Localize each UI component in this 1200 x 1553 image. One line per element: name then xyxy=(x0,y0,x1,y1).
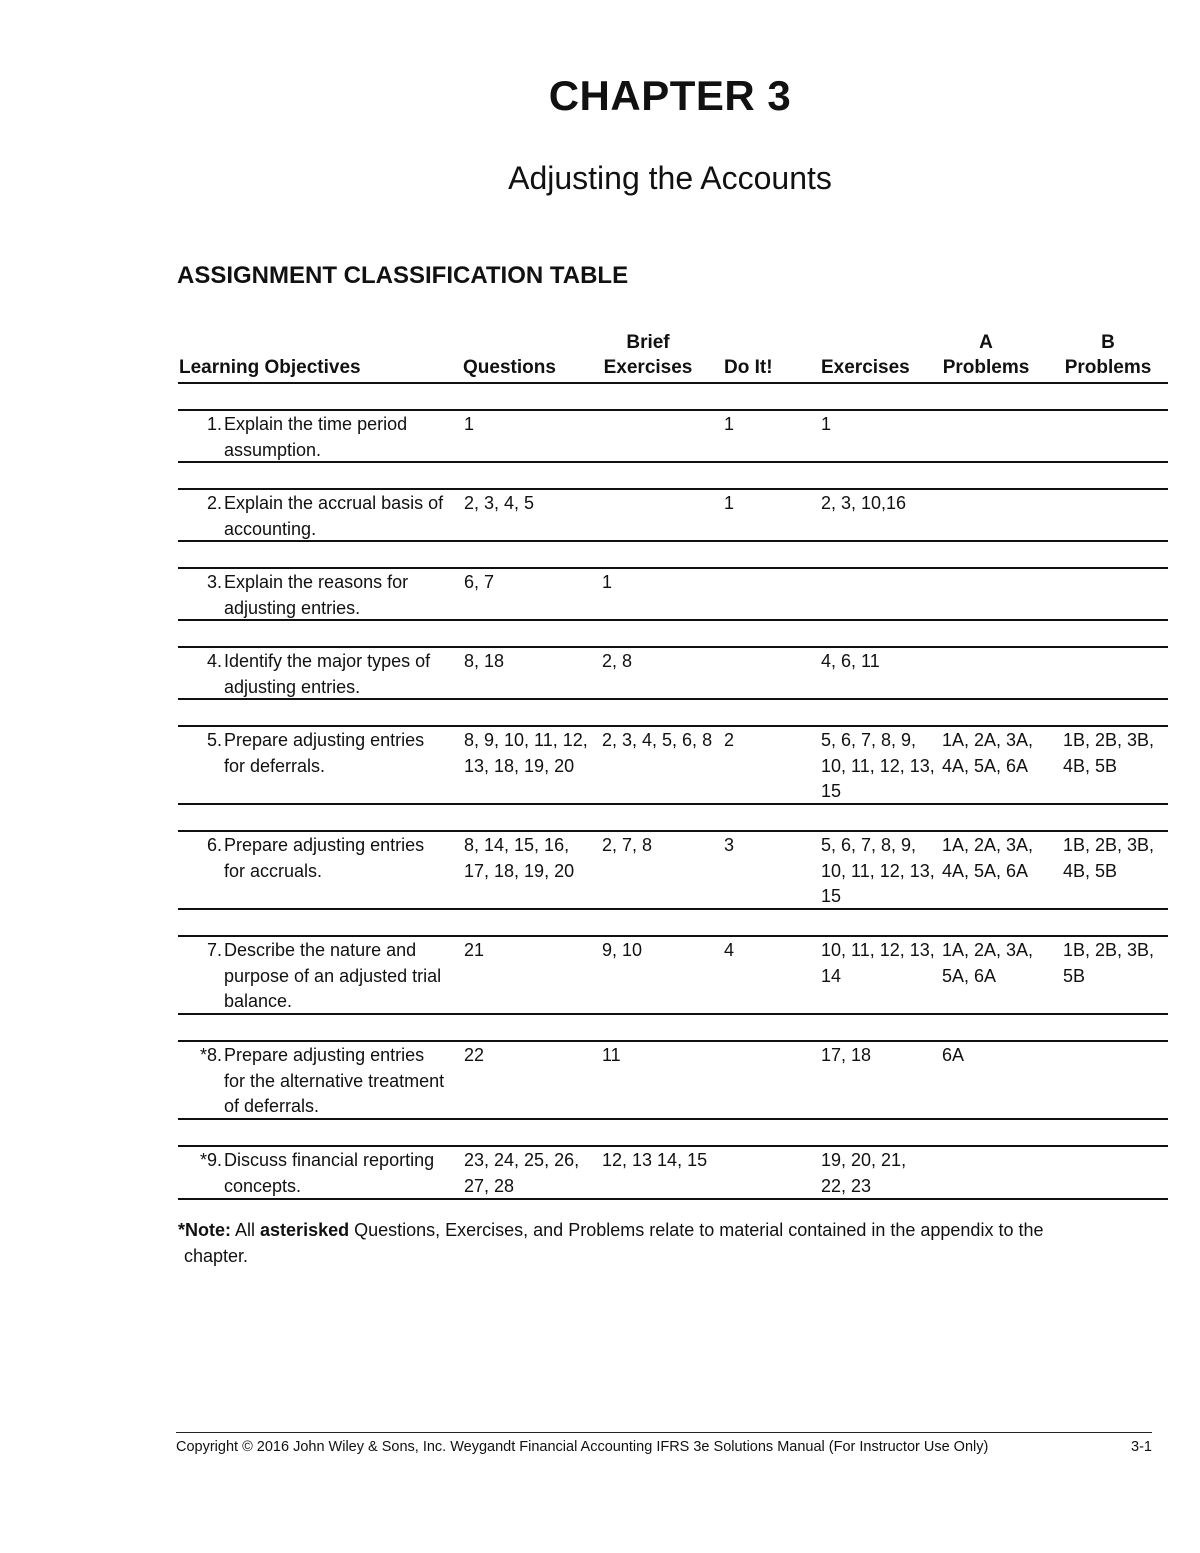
table-row xyxy=(178,935,1168,1015)
row-do-it: 1 xyxy=(724,493,735,513)
table-row xyxy=(178,1145,1168,1200)
table-row xyxy=(178,646,1168,700)
row-exercises: 17, 18 xyxy=(821,1045,872,1065)
table-row xyxy=(178,1040,1168,1120)
row-questions: 8, 18 xyxy=(464,651,505,671)
header-questions: Questions xyxy=(463,357,556,378)
table-row xyxy=(178,409,1168,463)
note-text-3: chapter. xyxy=(184,1246,249,1266)
row-objective: Describe the nature and purpose of an adjusted trial balance. xyxy=(224,940,442,1011)
row-b-problems: 1B, 2B, 3B, 5B xyxy=(1063,940,1155,986)
section-title: ASSIGNMENT CLASSIFICATION TABLE xyxy=(177,262,629,289)
header-a-line2: Problems xyxy=(942,357,1030,378)
header-b-problems xyxy=(1063,330,1153,380)
row-number: *8. xyxy=(199,1045,222,1065)
chapter-subtitle: Adjusting the Accounts xyxy=(508,160,832,196)
row-brief-exercises: 9, 10 xyxy=(602,940,643,960)
row-questions: 22 xyxy=(464,1045,485,1065)
row-number: *9. xyxy=(199,1150,222,1170)
row-b-problems xyxy=(1063,1147,1168,1148)
row-a-problems xyxy=(942,1147,1060,1148)
row-do-it xyxy=(724,1147,814,1148)
row-brief-exercises: 1 xyxy=(602,572,613,592)
row-brief-exercises: 2, 3, 4, 5, 6, 8 xyxy=(602,730,713,750)
row-exercises: 5, 6, 7, 8, 9, 10, 11, 12, 13, 15 xyxy=(821,730,935,801)
row-questions: 21 xyxy=(464,940,485,960)
row-brief-exercises: 12, 13 14, 15 xyxy=(602,1150,708,1170)
row-b-problems xyxy=(1063,648,1168,649)
row-number: 2. xyxy=(206,493,222,513)
assignment-classification-table xyxy=(178,330,1168,1200)
footer-copyright: Copyright © 2016 John Wiley & Sons, Inc. Weygandt Financial Accounting IFRS 3e Solutions Manual (For Instructor Use Only) xyxy=(176,1439,989,1455)
row-b-problems xyxy=(1063,1042,1168,1043)
row-a-problems xyxy=(942,490,1060,491)
table-row xyxy=(178,725,1168,805)
row-brief-exercises xyxy=(602,490,717,491)
table-header xyxy=(178,330,1168,384)
row-exercises xyxy=(821,569,936,570)
row-b-problems xyxy=(1063,490,1168,491)
row-number: 7. xyxy=(206,940,222,960)
row-exercises: 4, 6, 11 xyxy=(821,651,880,671)
row-a-problems xyxy=(942,569,1060,570)
row-do-it xyxy=(724,1042,814,1043)
note-label: Note: xyxy=(185,1220,232,1240)
row-questions: 6, 7 xyxy=(464,572,495,592)
row-exercises: 1 xyxy=(821,414,832,434)
note-text-2: Questions, Exercises, and Problems relate to material contained in the appendix to the xyxy=(349,1220,1044,1240)
row-questions: 8, 14, 15, 16, 17, 18, 19, 20 xyxy=(464,835,575,881)
row-objective: Prepare adjusting entries for deferrals. xyxy=(224,730,425,776)
row-exercises: 19, 20, 21, 22, 23 xyxy=(821,1150,907,1196)
header-brief-line1: Brief xyxy=(626,332,670,353)
row-number: 4. xyxy=(206,651,222,671)
row-b-problems: 1B, 2B, 3B, 4B, 5B xyxy=(1063,730,1155,776)
row-exercises: 10, 11, 12, 13, 14 xyxy=(821,940,935,986)
appendix-note xyxy=(178,1217,1163,1269)
row-objective: Prepare adjusting entries for accruals. xyxy=(224,835,425,881)
row-b-problems xyxy=(1063,411,1168,412)
row-objective: Explain the accrual basis of accounting. xyxy=(224,493,444,539)
row-number: 3. xyxy=(206,572,222,592)
row-a-problems: 1A, 2A, 3A, 4A, 5A, 6A xyxy=(942,835,1034,881)
header-learning-objectives: Learning Objectives xyxy=(179,357,361,378)
row-a-problems: 1A, 2A, 3A, 5A, 6A xyxy=(942,940,1034,986)
header-b-line1: B xyxy=(1101,332,1115,353)
note-prefix: * xyxy=(178,1220,186,1240)
row-do-it: 3 xyxy=(724,835,735,855)
table-row xyxy=(178,830,1168,910)
header-a-line1: A xyxy=(979,332,993,353)
row-questions: 8, 9, 10, 11, 12, 13, 18, 19, 20 xyxy=(464,730,588,776)
row-objective: Identify the major types of adjusting entries. xyxy=(224,651,431,697)
row-do-it xyxy=(724,648,814,649)
row-exercises: 2, 3, 10,16 xyxy=(821,493,907,513)
note-text-1: All xyxy=(231,1220,261,1240)
row-exercises: 5, 6, 7, 8, 9, 10, 11, 12, 13, 15 xyxy=(821,835,935,906)
row-do-it: 2 xyxy=(724,730,735,750)
table-row xyxy=(178,488,1168,542)
header-exercises: Exercises xyxy=(821,357,910,378)
chapter-title: CHAPTER 3 xyxy=(548,72,792,119)
row-a-problems: 1A, 2A, 3A, 4A, 5A, 6A xyxy=(942,730,1034,776)
row-objective: Prepare adjusting entries for the alternative treatment of deferrals. xyxy=(224,1045,445,1116)
row-brief-exercises: 11 xyxy=(602,1045,621,1065)
row-a-problems: 6A xyxy=(942,1045,965,1065)
header-a-problems xyxy=(941,330,1031,380)
row-objective: Explain the reasons for adjusting entries. xyxy=(224,572,409,618)
page-footer xyxy=(176,1432,1152,1455)
row-brief-exercises: 2, 8 xyxy=(602,651,633,671)
row-do-it xyxy=(724,569,814,570)
header-b-line2: Problems xyxy=(1064,357,1152,378)
row-questions: 1 xyxy=(464,414,475,434)
table-body xyxy=(178,409,1168,1200)
row-number: 5. xyxy=(206,730,222,750)
row-questions: 2, 3, 4, 5 xyxy=(464,493,535,513)
note-emphasis: asterisked xyxy=(260,1220,350,1240)
row-objective: Explain the time period assumption. xyxy=(224,414,408,460)
row-questions: 23, 24, 25, 26, 27, 28 xyxy=(464,1150,580,1196)
row-a-problems xyxy=(942,411,1060,412)
table-row xyxy=(178,567,1168,621)
footer-page-number: 3-1 xyxy=(1131,1439,1152,1455)
row-number: 1. xyxy=(206,414,222,434)
row-do-it: 4 xyxy=(724,940,735,960)
header-brief-line2: Exercises xyxy=(603,357,693,378)
row-brief-exercises: 2, 7, 8 xyxy=(602,835,653,855)
row-objective: Discuss financial reporting concepts. xyxy=(224,1150,435,1196)
row-a-problems xyxy=(942,648,1060,649)
row-brief-exercises xyxy=(602,411,717,412)
row-b-problems xyxy=(1063,569,1168,570)
row-number: 6. xyxy=(206,835,222,855)
header-do-it: Do It! xyxy=(724,357,773,378)
header-brief-exercises xyxy=(602,330,694,380)
row-do-it: 1 xyxy=(724,414,735,434)
row-b-problems: 1B, 2B, 3B, 4B, 5B xyxy=(1063,835,1155,881)
